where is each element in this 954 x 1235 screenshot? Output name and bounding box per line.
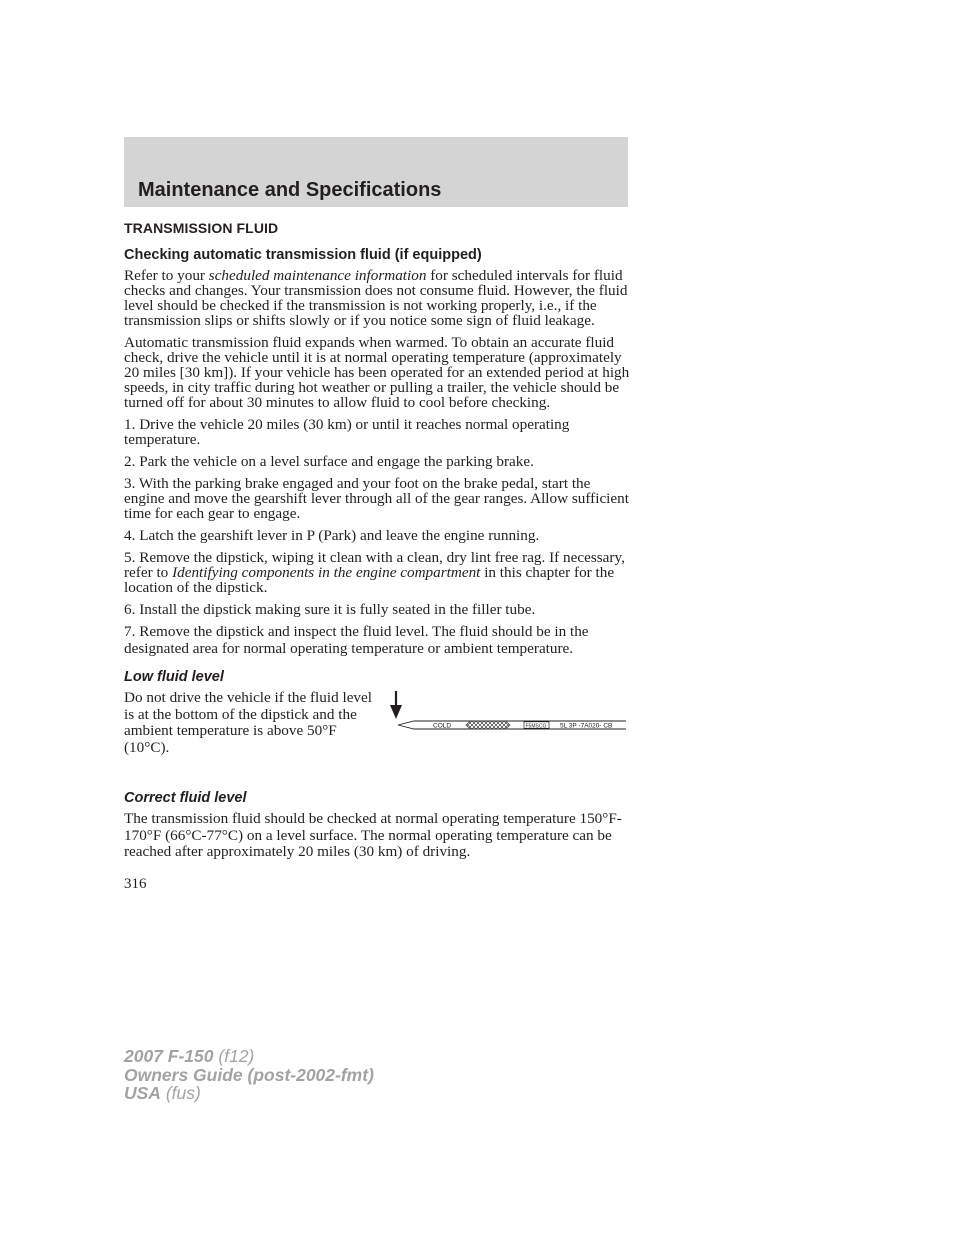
- page-title: Maintenance and Specifications: [138, 179, 442, 201]
- step-4: 4. Latch the gearshift lever in P (Park) and leave the engine running.: [124, 527, 540, 544]
- main-content: [124, 220, 630, 893]
- dipstick-cold-label: COLD: [433, 722, 452, 730]
- header-band: [124, 137, 628, 207]
- dipstick-box-label: F5MSCG: [525, 723, 547, 730]
- page-number: 316: [124, 875, 147, 892]
- low-fluid-text: Do not drive the vehicle if the fluid level is at the bottom of the dipstick and the ambient temperature is above 50°F (10°C).: [124, 689, 372, 756]
- step-3: 3. With the parking brake engaged and your foot on the brake pedal, start the engine and move the gearshift lever through all of the gear ranges. Allow sufficient time for each gear to engage.: [124, 475, 629, 522]
- low-fluid-block: [124, 690, 630, 766]
- step-2: 2. Park the vehicle on a level surface and engage the parking brake.: [124, 453, 534, 470]
- footer-line-1: 2007 F-150 (f12): [124, 1046, 255, 1066]
- intro-paragraph: Refer to your scheduled maintenance information for scheduled intervals for fluid checks and changes. Your transmission does not consume fluid. However, the fluid level should be checked if the transmission is not working properly, i.e., if the transmission slips or shifts slowly or if you notice some sign of fluid leakage.: [124, 267, 628, 329]
- subsection-title: Checking automatic transmission fluid (if equipped): [124, 247, 482, 263]
- arrow-down-icon: [390, 691, 402, 719]
- footer-line-2: Owners Guide (post-2002-fmt): [124, 1064, 374, 1085]
- engine-compartment-reference: Identifying components in the engine compartment: [172, 564, 481, 581]
- dipstick-diagram: [390, 691, 630, 737]
- dipstick-part-label: 5L 3P -7A020- CB: [560, 722, 613, 730]
- section-title: TRANSMISSION FLUID: [124, 220, 279, 236]
- step-1: 1. Drive the vehicle 20 miles (30 km) or until it reaches normal operating temperature.: [124, 416, 570, 448]
- step-6: 6. Install the dipstick making sure it is fully seated in the filler tube.: [124, 601, 536, 618]
- step-5: 5. Remove the dipstick, wiping it clean with a clean, dry lint free rag. If necessary, refer to Identifying components in the engine compartment in this chapter for the location of the dipstick.: [124, 549, 625, 596]
- expands-paragraph: Automatic transmission fluid expands when warmed. To obtain an accurate fluid check, drive the vehicle until it is at normal operating temperature (approximately 20 miles [30 km]). If your vehicle has been operated for an extended period at high speeds, in city traffic during hot weather or pulling a trailer, the vehicle should be turned off for about 30 minutes to allow fluid to cool before checking.: [124, 334, 630, 411]
- correct-fluid-text: The transmission fluid should be checked at normal operating temperature 150°F-170°F (66°C-77°C) on a level surface. The normal operating temperature can be reached after approximately 20 miles (30 km) of driving.: [124, 810, 622, 860]
- footer-line-3: USA (fus): [124, 1083, 201, 1103]
- correct-fluid-title: Correct fluid level: [124, 790, 247, 806]
- low-fluid-title: Low fluid level: [124, 669, 224, 685]
- step-7: 7. Remove the dipstick and inspect the fluid level. The fluid should be in the designated area for normal operating temperature or ambient temperature.: [124, 623, 589, 657]
- maintenance-info-reference: scheduled maintenance information: [208, 267, 427, 284]
- footer: [124, 1047, 374, 1103]
